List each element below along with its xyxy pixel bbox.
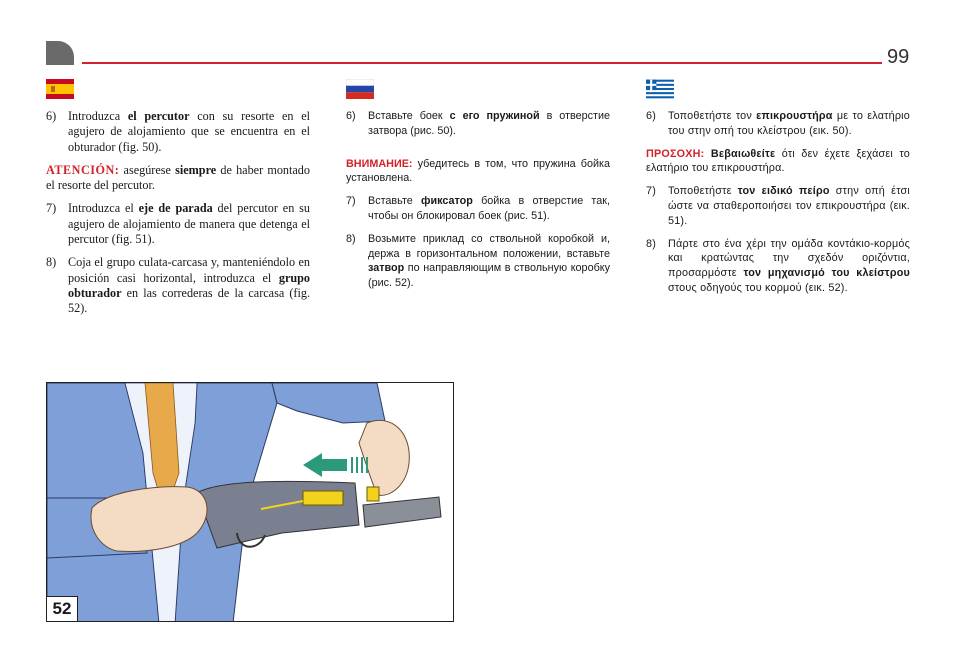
step-7 <box>46 201 310 247</box>
warning-note: ATENCIÓN: asegúrese siempre de haber montado el resorte del percutor. <box>46 162 310 193</box>
step-number: 7) <box>346 195 356 208</box>
page-number: 99 <box>887 46 910 68</box>
step-number: 6) <box>346 110 356 122</box>
spain-flag-icon <box>46 79 74 99</box>
warning-note: ВНИМАНИЕ: убедитесь в том, что пружина бойка установлена. <box>346 157 610 185</box>
step-6 <box>646 109 910 139</box>
step-8 <box>346 232 610 291</box>
figure-52 <box>46 382 454 622</box>
step-text: Вставьте фиксатор бойка в отверстие так, чтобы он блокировал боек (рис. 51). <box>368 195 610 222</box>
section-tab-marker <box>46 41 74 65</box>
step-text: Introduzca el eje de parada del percutor en su agujero de alojamiento de manera que detenga el percutor (fig. 51). <box>68 201 310 247</box>
direction-arrow-icon <box>303 453 367 477</box>
step-number: 6) <box>646 110 657 122</box>
step-number: 8) <box>346 232 356 245</box>
step-text: Introduzca el percutor con su resorte en el agujero de alojamiento que se encuentra en el obturador (fig. 50). <box>68 109 311 154</box>
spanish-column <box>46 109 310 325</box>
warning-label: ATENCIÓN: <box>46 162 120 177</box>
step-number: 7) <box>46 201 57 216</box>
step-6 <box>346 109 610 139</box>
step-text: Coja el grupo culata-carcasa y, manteniéndolo en posición casi horizontal, introduzca el grupo obturador en las correderas de la carcasa (fig. 52). <box>68 255 310 316</box>
warning-note: ΠΡΟΣΟΧΗ: Βεβαιωθείτε ότι δεν έχετε ξεχάσει το ελατήριο του επικρουστήρα. <box>646 147 910 175</box>
warning-label: ΠΡΟΣΟΧΗ: <box>646 147 705 160</box>
step-text: Τοποθετήστε τον επικρουστήρα με το ελατήριο του στην οπή του κλείστρου (εικ. 50). <box>668 110 910 137</box>
step-number: 8) <box>46 255 57 270</box>
figure-number: 52 <box>47 596 78 621</box>
step-7 <box>346 194 610 224</box>
step-number: 7) <box>646 185 657 198</box>
header-rule <box>82 62 882 64</box>
step-6 <box>46 109 310 155</box>
greek-column <box>646 109 910 304</box>
russia-flag-icon <box>346 79 374 99</box>
step-7 <box>646 184 910 228</box>
step-text: Τοποθετήστε τον ειδικό πείρο στην οπή έτσι ώστε να σταθεροποιήσει τον επικρουστήρα (εικ. 51). <box>668 185 910 227</box>
gun-assembly-illustration <box>47 383 454 622</box>
russian-column <box>346 109 610 299</box>
greece-flag-icon <box>646 79 674 99</box>
step-8 <box>46 255 310 316</box>
step-text: Вставьте боек с его пружиной в отверстие затвора (рис. 50). <box>368 110 610 137</box>
warning-label: ВНИМАНИЕ: <box>346 157 413 170</box>
step-text: Πάρτε στο ένα χέρι την ομάδα κοντάκιο-κορμός και κρατώντας την σχεδόν οριζόντια, προσαρμόστε τον μηχανισμό του κλείστρου στους οδηγούς του κορμού (εικ. 52). <box>668 237 910 294</box>
step-number: 8) <box>646 237 657 250</box>
step-text: Возьмите приклад со ствольной коробкой и, держа в горизонтальном положении, вставьте затвор по направляющим в ствольную коробку (рис. 52). <box>368 232 610 290</box>
step-number: 6) <box>46 109 57 123</box>
step-8 <box>646 237 910 296</box>
